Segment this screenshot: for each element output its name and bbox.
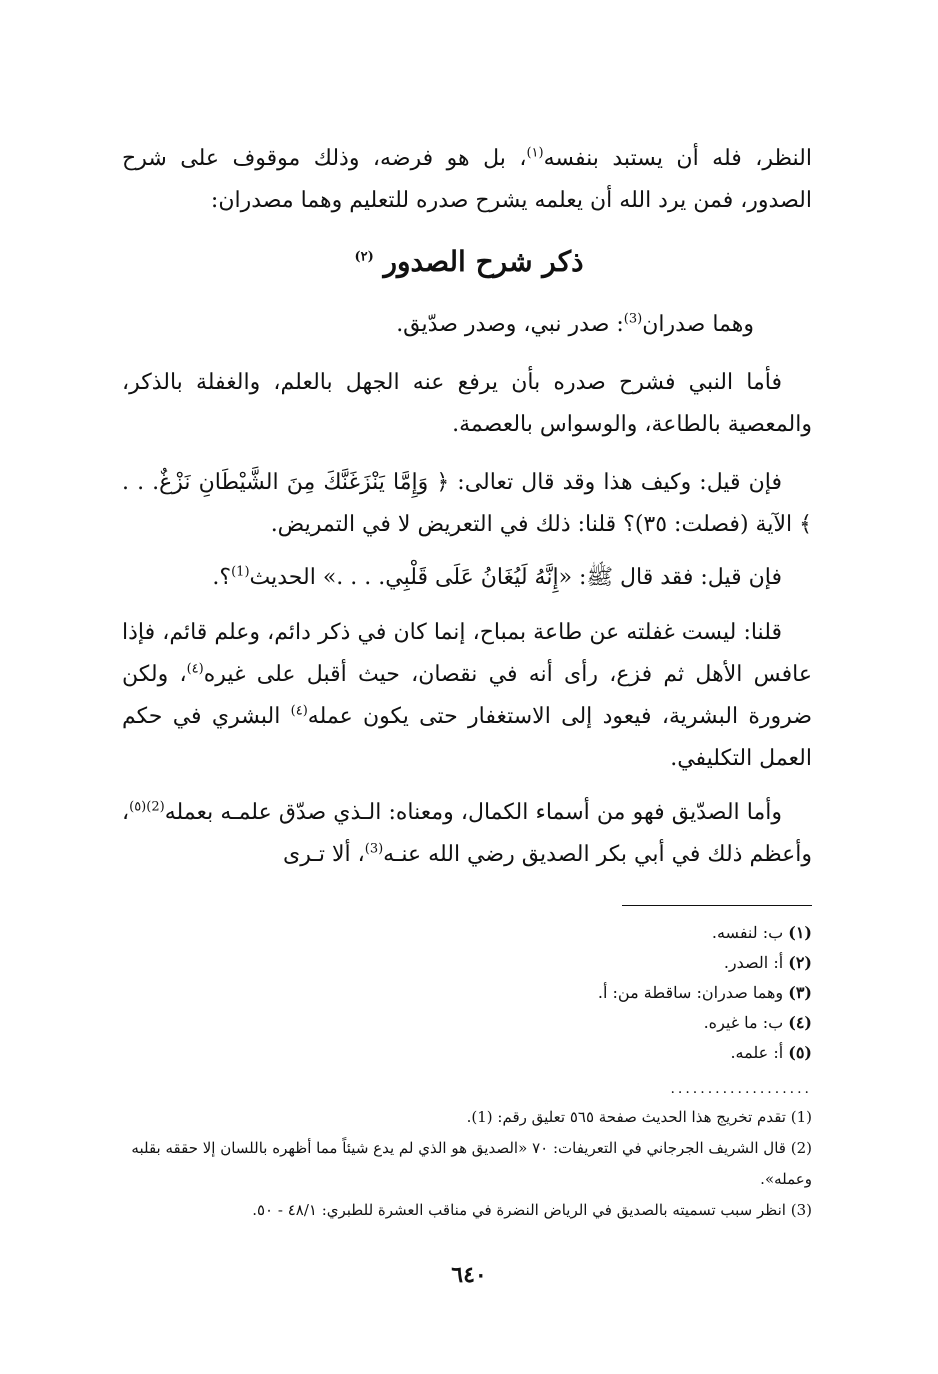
footnote-text: قال الشريف الجرجاني في التعريفات: ٧٠ «الصديق هو الذي لم يدع شيئاً مما أظهره باللسان إلا حققه بقلبه وعمله».: [131, 1139, 812, 1188]
dotted-separator: ...................: [670, 1082, 812, 1096]
text: ، ولكن ضرورة البشرية، فيعود إلى الاستغفار حتى يكون عمله: [122, 662, 812, 729]
paragraph-answer: [122, 612, 812, 780]
footnote-number: (٢): [788, 953, 812, 972]
footnote-text: أ: الصدر.: [723, 953, 784, 972]
footnote-ref: (1): [231, 564, 250, 580]
footnote-item: [122, 918, 812, 948]
footnote-item: [122, 1038, 812, 1068]
text: فأما النبي فشرح صدره بأن يرفع عنه الجهل بالعلم، والغفلة بالذكر، والمعصية بالطاعة، والوسواس بالعصمة.: [122, 370, 812, 437]
footnote-ref: (٤): [290, 703, 308, 719]
text: ، بل هو فرضه، وذلك موقوف على شرح الصدور، فمن يرد الله أن يعلمه يشرح صدره للتعليم وهما مصدران:: [122, 146, 812, 213]
text: قلنا: ليست غفلته عن طاعة بمباح، إنما كان في ذكر دائم، وعلم قائم، فإذا عافس الأهل ثم فزع، رأى أنه في نقصان، حيث أقبل على غيره: [122, 620, 812, 687]
footnote-text: وهما صدران: ساقطة من: أ.: [597, 983, 784, 1002]
text: ، وأعظم ذلك في أبي بكر الصديق رضي الله عنـه: [122, 800, 812, 867]
section-title-text: ذكر شرح الصدور: [383, 245, 584, 278]
paragraph-prophet: [122, 362, 812, 446]
footnote-ref: (3): [364, 841, 384, 857]
text: وأما الصدّيق فهو من أسماء الكمال، ومعناه: الـذي صدّق علمـه بعمله: [164, 800, 782, 825]
footnote-text: ب: ما غيره.: [703, 1013, 784, 1032]
paragraph-two-chests: [122, 304, 812, 346]
footnote-text: ب: لنفسه.: [711, 923, 784, 942]
footnote-ref: (3): [623, 311, 643, 327]
footnote-number: (١): [788, 923, 812, 942]
footnote-text: أ: علمه.: [730, 1043, 784, 1062]
footnote-number: (2): [790, 1139, 812, 1157]
footnote-item: [112, 1195, 812, 1226]
text: وهما صدران: [642, 312, 754, 337]
footnote-divider: [622, 905, 812, 906]
text: : صدر نبي، وصدر صدّيق.: [396, 312, 624, 337]
footnote-item: [122, 978, 812, 1008]
paragraph-intro: [122, 138, 812, 222]
page-number: ٦٤٠: [451, 1262, 487, 1288]
footnote-ref: (2)(٥): [129, 799, 165, 815]
footnote-number: (٤): [788, 1013, 812, 1032]
text: النظر، فله أن يستبد بنفسه: [543, 146, 812, 171]
text: البشري في حكم العمل التكليفي.: [122, 704, 812, 771]
footnote-ref: (٢): [354, 249, 374, 265]
footnote-item: [112, 1102, 812, 1133]
footnote-number: (٥): [788, 1043, 812, 1062]
text: ؟.: [212, 565, 232, 590]
variant-footnotes: [122, 918, 812, 1068]
footnote-number: (٣): [788, 983, 812, 1002]
footnote-item: [112, 1133, 812, 1195]
footnote-text: تقدم تخريج هذا الحديث صفحة ٥٦٥ تعليق رقم: (1).: [466, 1108, 786, 1126]
text: فإن قيل: فقد قال ﷺ: «إِنَّهُ لَيُغَانُ عَلَى قَلْبِي. . . .» الحديث: [249, 565, 782, 590]
footnote-item: [122, 948, 812, 978]
footnote-number: (3): [790, 1201, 812, 1219]
footnote-ref: (١): [526, 145, 544, 161]
section-title: [0, 245, 938, 278]
paragraph-question-2: [122, 557, 812, 599]
text: ، ألا تـرى: [283, 842, 365, 867]
paragraph-siddiq: [122, 792, 812, 876]
paragraph-question-1: [122, 462, 812, 546]
footnote-item: [122, 1008, 812, 1038]
text: فإن قيل: وكيف هذا وقد قال تعالى: ﴿ وَإِمَّا يَنْزَغَنَّكَ مِنَ الشَّيْطَانِ نَزْغٌ. . . ﴾ الآية (فصلت: ٣٥)؟ قلنا: ذلك في التعريض لا في التمريض.: [122, 470, 812, 537]
editor-footnotes: [112, 1102, 812, 1226]
footnote-number: (1): [790, 1108, 812, 1126]
footnote-text: انظر سبب تسميته بالصديق في الرياض النضرة في مناقب العشرة للطبري: ٤٨/١ - ٥٠.: [252, 1201, 786, 1219]
footnote-ref: (٤): [186, 661, 204, 677]
